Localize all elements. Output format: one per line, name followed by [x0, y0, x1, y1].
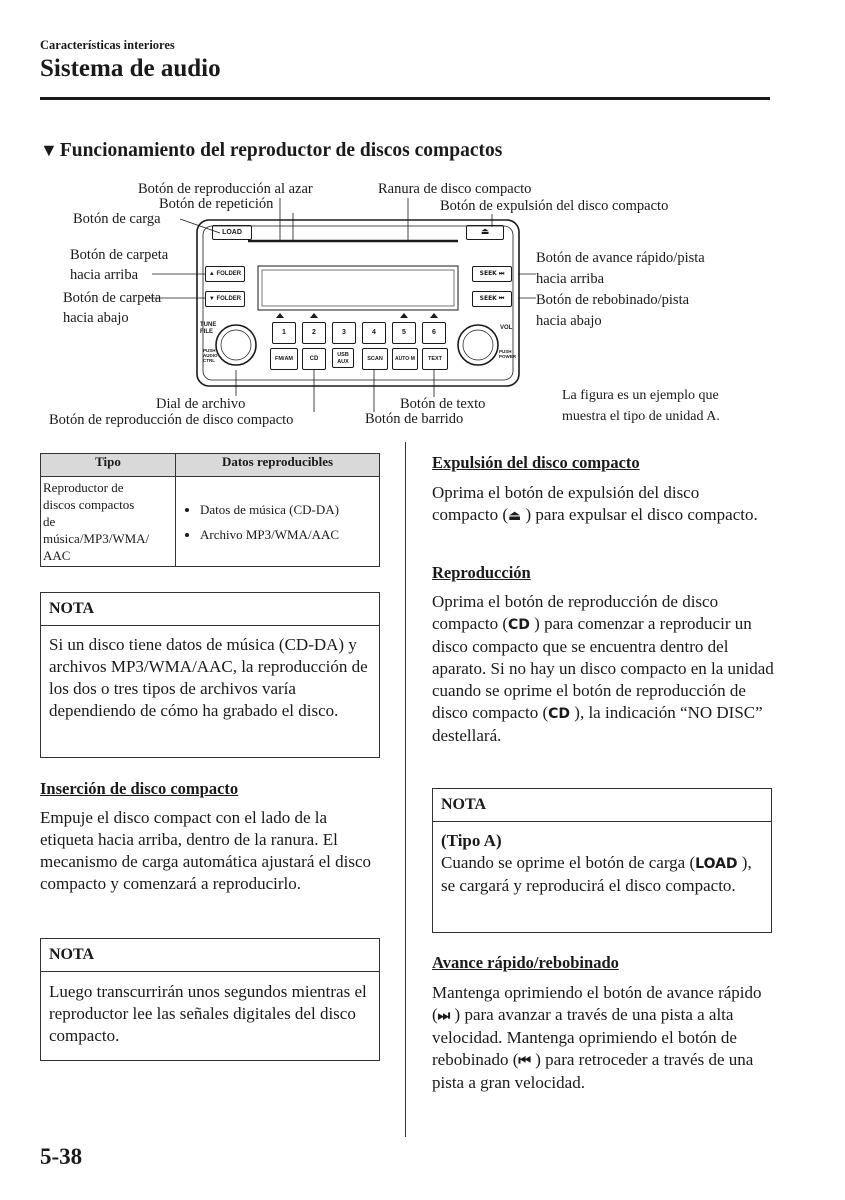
- section-heading-text: Funcionamiento del reproductor de discos compactos: [59, 140, 503, 161]
- insert-body: Empuje el disco compact con el lado de la etiqueta hacia arriba, dentro de la ranura. El mecanismo de carga automática ajustará el disco compacto y comenzará a reproducirlo.: [40, 808, 372, 893]
- label-file-dial: Dial de archivo: [156, 396, 246, 412]
- push-audio-label: PUSH AUDIO CTRL: [203, 348, 218, 363]
- vol-label: VOL: [500, 325, 513, 331]
- load-button[interactable]: LOAD: [212, 225, 252, 240]
- label-text: Botón de texto: [400, 396, 486, 412]
- figure-note-1: La figura es un ejemplo que: [562, 388, 719, 403]
- section-header: Características interiores: [40, 38, 175, 52]
- note-subtitle: (Tipo A): [441, 831, 502, 850]
- note-box-1: [40, 592, 380, 758]
- eject-icon: ⏏: [480, 227, 490, 237]
- eject-icon: ⏏: [508, 508, 522, 524]
- label-load: Botón de carga: [73, 211, 161, 227]
- label-folder-up-2: hacia arriba: [70, 267, 139, 283]
- table-cell-type: Reproductor de discos compactos de música/MP3/WMA/ AAC: [41, 477, 176, 567]
- push-power-label: PUSH POWER: [499, 349, 517, 359]
- eject-heading: Expulsión del disco compacto: [432, 453, 640, 472]
- folder-down-button[interactable]: ▼ FOLDER: [205, 291, 245, 307]
- folder-up-button[interactable]: ▲ FOLDER: [205, 266, 245, 282]
- note-body: (Tipo A) Cuando se oprime el botón de carga (LOAD ), se cargará y reproducirá el disco compacto.: [433, 822, 771, 903]
- seek-down-button[interactable]: SEEK ⏮: [472, 291, 512, 307]
- scan-button[interactable]: SCAN: [362, 348, 388, 370]
- cd-icon: CD: [508, 617, 530, 633]
- label-folder-up-1: Botón de carpeta: [70, 247, 169, 263]
- insert-heading: Inserción de disco compacto: [40, 779, 239, 798]
- label-slot: Ranura de disco compacto: [378, 181, 532, 197]
- label-folder-down-1: Botón de carpeta: [63, 290, 162, 306]
- note-body: Si un disco tiene datos de música (CD-DA) y archivos MP3/WMA/AAC, la reproducción de los dos o tres tipos de archivos varía dependiendo de cómo ha grabado el disco.: [49, 635, 368, 720]
- fast-forward-icon: ⏭: [437, 1008, 451, 1024]
- list-item: • Archivo MP3/WMA/AAC: [200, 526, 379, 543]
- eject-body: Oprima el botón de expulsión del disco compacto (⏏ ) para expulsar el disco compacto.: [432, 483, 758, 524]
- preset-5-button[interactable]: 5: [392, 322, 416, 344]
- preset-2-button[interactable]: 2: [302, 322, 326, 344]
- rewind-icon: ⏮: [518, 1053, 531, 1069]
- preset-4-button[interactable]: 4: [362, 322, 386, 344]
- note-body: Luego transcurrirán unos segundos mientras el reproductor lee las señales digitales del disco compacto.: [49, 982, 367, 1045]
- table-row: [41, 477, 380, 567]
- note-box-3: [432, 788, 772, 933]
- label-seek-up-1: Botón de avance rápido/pista: [536, 250, 705, 266]
- label-scan: Botón de barrido: [365, 411, 464, 427]
- label-seek-down-1: Botón de rebobinado/pista: [536, 292, 690, 308]
- seek-up-button[interactable]: SEEK ⏭: [472, 266, 512, 282]
- eject-button[interactable]: [466, 225, 504, 240]
- page-number: 5-38: [40, 1144, 83, 1169]
- preset-6-button[interactable]: 6: [422, 322, 446, 344]
- playable-data-table: [40, 453, 380, 567]
- list-item: • Datos de música (CD-DA): [200, 501, 379, 518]
- play-heading: Reproducción: [432, 563, 531, 582]
- tune-file-label: TUNE FILE: [200, 322, 217, 335]
- figure-note-2: muestra el tipo de unidad A.: [562, 409, 720, 424]
- note-box-2: [40, 938, 380, 1061]
- fm-am-button[interactable]: FM/AM: [270, 348, 298, 370]
- cd-icon: CD: [548, 706, 571, 722]
- auto-m-button[interactable]: AUTO·M: [392, 348, 418, 370]
- preset-3-button[interactable]: 3: [332, 322, 356, 344]
- column-divider: [405, 442, 406, 1137]
- preset-1-button[interactable]: 1: [272, 322, 296, 344]
- text-button[interactable]: TEXT: [422, 348, 448, 370]
- label-seek-down-2: hacia abajo: [536, 313, 602, 329]
- cd-button[interactable]: CD: [302, 348, 326, 370]
- table-header-data: Datos reproducibles: [176, 454, 380, 477]
- note-title: NOTA: [433, 789, 771, 822]
- label-cd-play: Botón de reproducción de disco compacto: [49, 412, 294, 428]
- table-cell-data: [176, 477, 380, 567]
- label-eject: Botón de expulsión del disco compacto: [440, 198, 669, 214]
- ff-heading: Avance rápido/rebobinado: [432, 953, 619, 972]
- play-body: Oprima el botón de reproducción de disco compacto (CD ) para comenzar a reproducir un disco compacto que se encuentra dentro del aparato. Si no hay un disco compacto en la unidad cuando se oprime el botón de reproducción de disco compacto (CD ), la indicación “NO DISC” destellará.: [432, 592, 774, 745]
- label-seek-up-2: hacia arriba: [536, 271, 605, 287]
- note-title: NOTA: [41, 593, 379, 626]
- usb-aux-button[interactable]: USB AUX: [332, 348, 354, 368]
- audio-unit-figure: [0, 0, 845, 440]
- label-folder-down-2: hacia abajo: [63, 310, 129, 326]
- load-icon: LOAD: [695, 856, 738, 872]
- label-repeat: Botón de repetición: [159, 196, 274, 212]
- table-header-type: Tipo: [41, 454, 176, 477]
- triangle-down-icon: ▼: [40, 140, 58, 160]
- page-title: Sistema de audio: [40, 55, 221, 82]
- label-random: Botón de reproducción al azar: [138, 181, 313, 197]
- ff-body: Mantenga oprimiendo el botón de avance rápido (⏭ ) para avanzar a través de una pista a alta velocidad. Mantenga oprimiendo el botón de rebobinado (⏮ ) para retroceder a través de una pista a gran velocidad.: [432, 983, 762, 1092]
- note-title: NOTA: [41, 939, 379, 972]
